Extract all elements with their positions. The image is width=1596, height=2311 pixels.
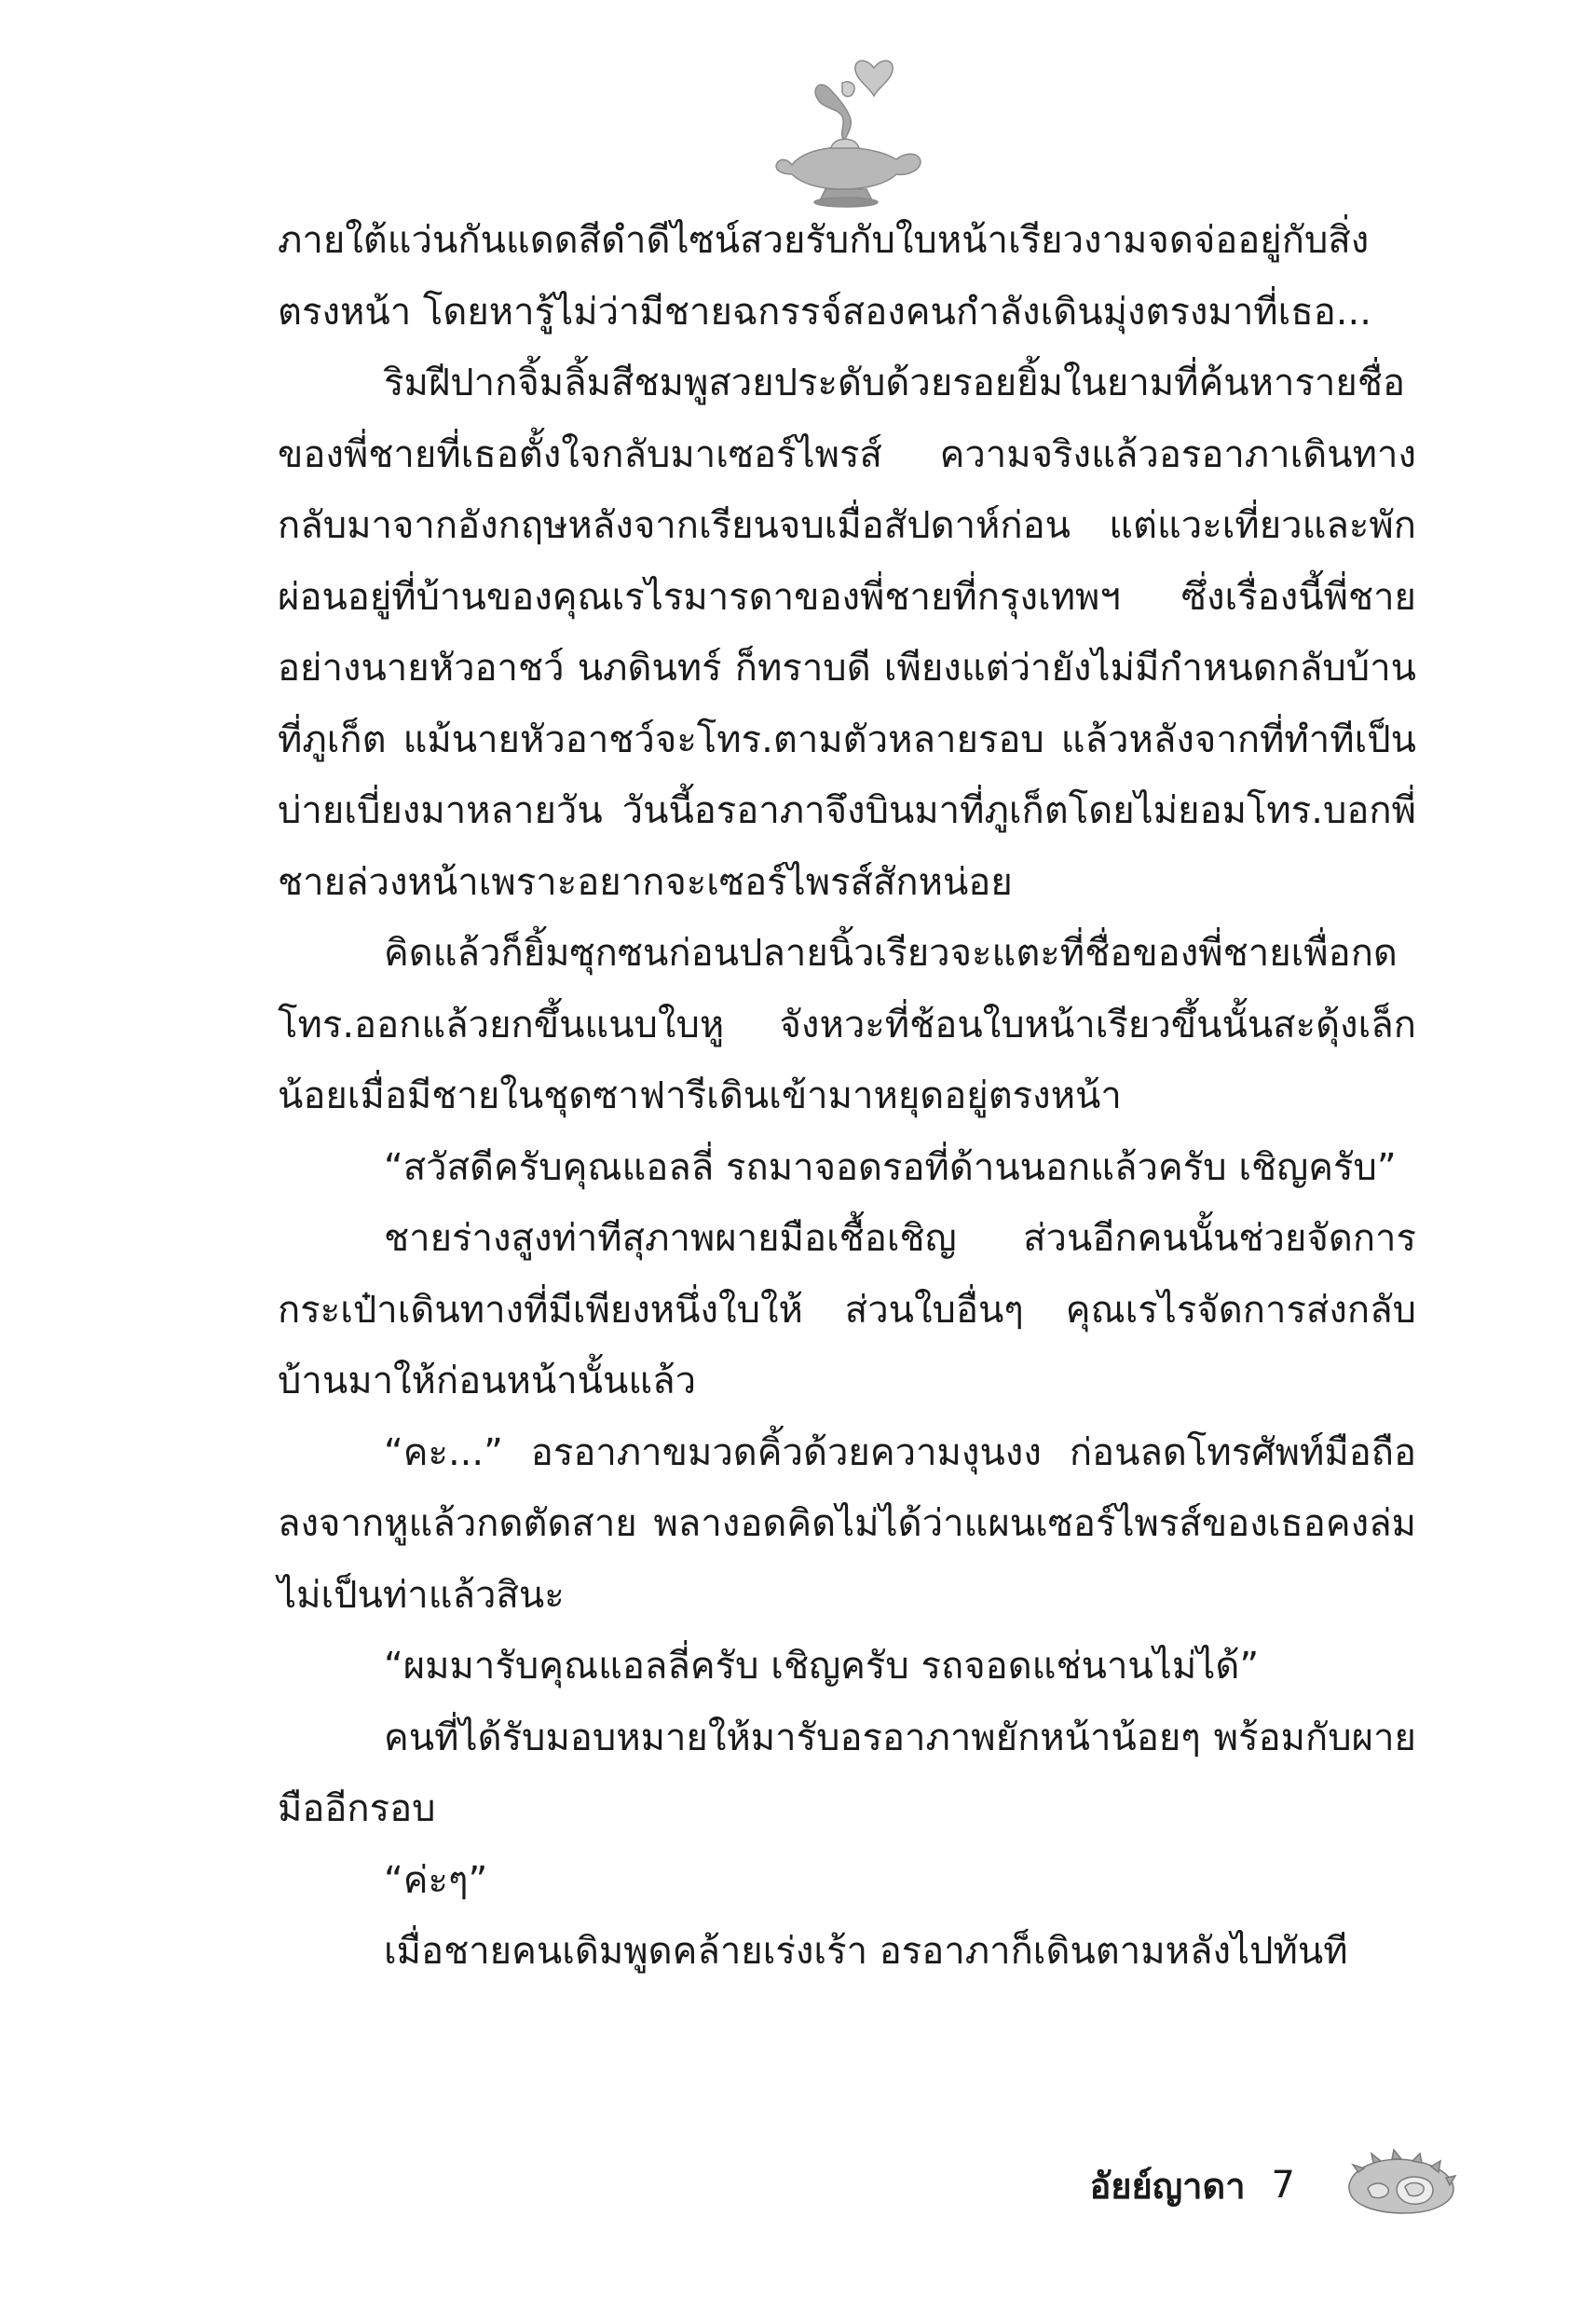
paragraph: ชายร่างสูงท่าทีสุภาพผายมือเชื้อเชิญ ส่วนอีกคนนั้นช่วยจัดการกระเป๋าเดินทางที่มีเพียงหนึ่งใบให้ ส่วนใบอื่นๆ คุณเรไรจัดการส่งกลับบ้านมาให้ก่อนหน้านั้นแล้ว	[278, 1217, 1416, 1402]
paragraph: “คะ...” อรอาภาขมวดคิ้วด้วยความงุนงง ก่อนลดโทรศัพท์มือถือลงจากหูแล้วกดตัดสาย พลางอดคิดไม่ได้ว่าแผนเซอร์ไพรส์ของเธอคงล่มไม่เป็นท่าแล้วสินะ	[278, 1430, 1416, 1617]
paragraph: “ผมมารับคุณแอลลี่ครับ เชิญครับ รถจอดแช่นานไม่ได้”	[384, 1645, 1260, 1688]
page-footer	[1089, 2139, 1461, 2232]
durian-icon	[1340, 2148, 1461, 2222]
page-number: 7	[1271, 2164, 1295, 2207]
paragraph: “สวัสดีครับคุณแอลลี่ รถมาจอดรอที่ด้านนอกแล้วครับ เชิญครับ”	[384, 1145, 1397, 1189]
paragraph: ริมฝีปากจิ้มลิ้มสีชมพูสวยประดับด้วยรอยยิ้มในยามที่ค้นหารายชื่อของพี่ชายที่เธอตั้งใจกลับมาเซอร์ไพรส์ ความจริงแล้วอรอาภาเดินทางกลับมาจากอังกฤษหลังจากเรียนจบเมื่อสัปดาห์ก่อน แต่แวะเที่ยวและพักผ่อนอยู่ที่บ้านของคุณเรไรมารดาของพี่ชายที่กรุงเทพฯ ซึ่งเรื่องนี้พี่ชายอย่างนายหัวอาชว์ นภดินทร์ ก็ทราบดี เพียงแต่ว่ายังไม่มีกำหนดกลับบ้านที่ภูเก็ต แม้นายหัวอาชว์จะโทร.ตามตัวหลายรอบ แล้วหลังจากที่ทำทีเป็นบ่ายเบี่ยงมาหลายวัน วันนี้อรอาภาจึงบินมาที่ภูเก็ตโดยไม่ยอมโทร.บอกพี่ชายล่วงหน้าเพราะอยากจะเซอร์ไพรส์สักหน่อย	[278, 362, 1416, 904]
paragraph: ภายใต้แว่นกันแดดสีดำดีไซน์สวยรับกับใบหน้าเรียวงามจดจ่ออยู่กับสิ่งตรงหน้า โดยหารู้ไม่ว่ามีชายฉกรรจ์สองคนกำลังเดินมุ่งตรงมาที่เธอ...	[278, 219, 1371, 334]
story-body	[278, 205, 1416, 1988]
paragraph: คิดแล้วก็ยิ้มซุกซนก่อนปลายนิ้วเรียวจะแตะที่ชื่อของพี่ชายเพื่อกดโทร.ออกแล้วยกขึ้นแนบใบหู จังหวะที่ช้อนใบหน้าเรียวขึ้นนั้นสะดุ้งเล็กน้อยเมื่อมีชายในชุดซาฟารีเดินเข้ามาหยุดอยู่ตรงหน้า	[278, 932, 1416, 1117]
paragraph: เมื่อชายคนเดิมพูดคล้ายเร่งเร้า อรอาภาก็เดินตามหลังไปทันที	[384, 1930, 1348, 1973]
paragraph: คนที่ได้รับมอบหมายให้มารับอรอาภาพยักหน้าน้อยๆ พร้อมกับผายมืออีกรอบ	[278, 1716, 1416, 1830]
paragraph: “ค่ะๆ”	[384, 1858, 488, 1902]
magic-lamp-icon	[764, 51, 932, 210]
author-name: อัยย์ญาดา	[1089, 2165, 1246, 2207]
